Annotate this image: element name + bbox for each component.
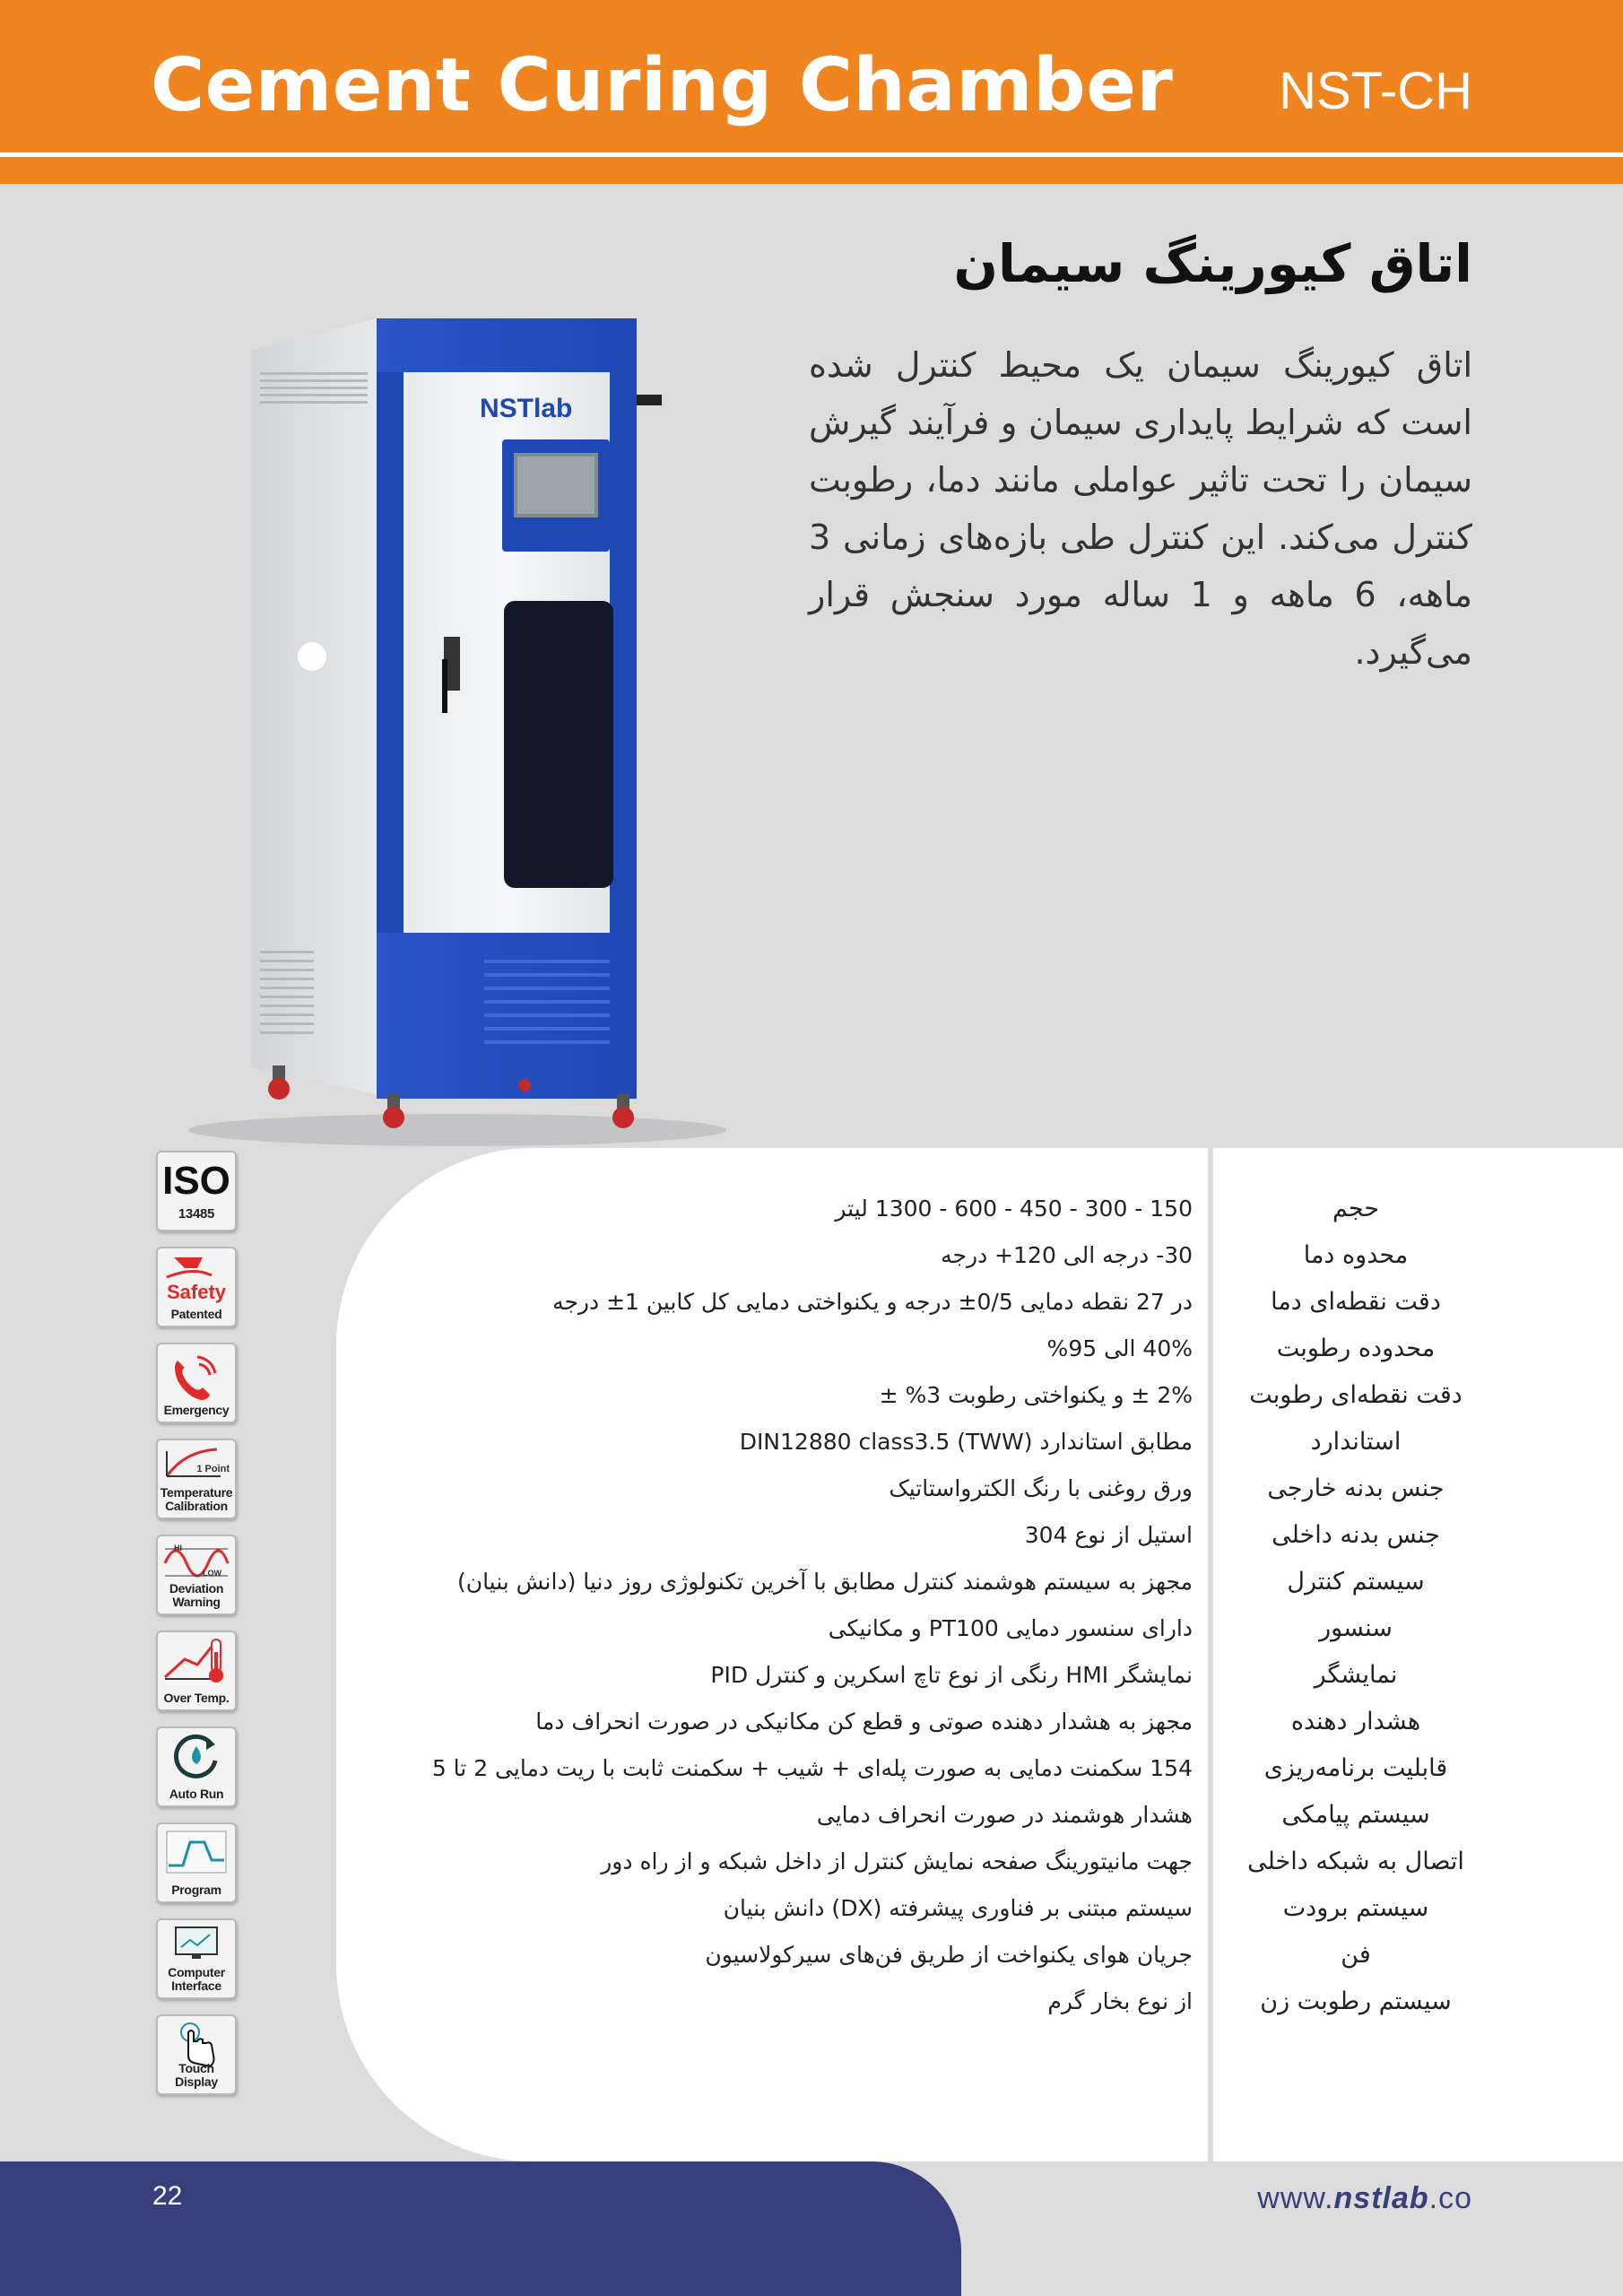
spec-label: دقت نقطه‌ای دما [1271,1288,1441,1316]
spec-value: نمایشگر HMI رنگی از نوع تاچ اسکرین و کنترل PID [710,1662,1193,1688]
spec-label: جنس بدنه داخلی [1271,1521,1440,1549]
emergency-icon [156,1343,237,1423]
spec-label: حجم [1332,1195,1380,1222]
spec-row [341,1512,1472,1559]
spec-value: جهت مانیتورینگ صفحه نمایش کنترل از داخل شبکه و از راه دور [601,1848,1193,1874]
website-suffix: .co [1428,2181,1472,2215]
spec-label: هشدار دهنده [1290,1708,1421,1735]
model-code: NST-CH [1279,62,1472,120]
spec-value: 2% ± و یکنواختی رطوبت 3% ± [879,1382,1193,1408]
spec-value: مطابق استاندارد DIN12880 class3.5 (TWW) [739,1429,1193,1455]
deviation-hi-text: HI [174,1544,182,1552]
temperature-calibration-icon [156,1439,237,1519]
product-description: اتاق کیورینگ سیمان یک محیط کنترل شده است که شرایط پایداری سیمان و فرآیند گیرش سیمان را تحت تاثیر عواملی مانند دما، رطوبت کنترل می‌کند. این کنترل طی بازه‌های زمانی 3 ماهه، 6 ماهه و 1 ساله مورد سنجش قرار می‌گیرد. [809,345,1472,672]
auto-run-icon [156,1726,237,1807]
spec-row [341,1885,1472,1932]
page-number: 22 [152,2181,183,2211]
website-brand: nstlab [1333,2181,1429,2215]
spec-row [341,1186,1472,1232]
spec-label: قابلیت برنامه‌ریزی [1263,1754,1448,1782]
spec-label: سیستم پیامکی [1281,1801,1430,1829]
spec-value: 150 - 300 - 450 - 600 - 1300 لیتر [835,1196,1193,1222]
spec-value: 40% الی 95% [1046,1335,1193,1361]
spec-value: از نوع بخار گرم [1047,1988,1193,2014]
spec-value: استیل از نوع 304 [1024,1522,1193,1548]
spec-label: جنس بدنه خارجی [1267,1474,1445,1502]
calibration-point-text: 1 Point [196,1464,230,1474]
spec-label: سیستم رطوبت زن [1260,1987,1452,2015]
spec-row [341,1745,1472,1792]
product-image [152,296,762,1157]
spec-row [341,1979,1472,2025]
patented-text: Patented [170,1307,222,1321]
header-divider [0,152,1623,157]
spec-label: نمایشگر [1314,1661,1398,1689]
spec-value: هشدار هوشمند در صورت انحراف دمایی [816,1802,1193,1828]
spec-value: دارای سنسور دمایی PT100 و مکانیکی [828,1615,1193,1641]
spec-row [341,1372,1472,1419]
spec-row [341,1932,1472,1979]
touch-display-text: Touch Display [175,2061,218,2089]
spec-value: مجهز به هشدار دهنده صوتی و قطع کن مکانیکی در صورت انحراف دما [535,1709,1193,1735]
touch-display-icon [156,2014,237,2095]
over-temp-text: Over Temp. [163,1691,230,1705]
spec-row [341,1699,1472,1745]
iso-number: 13485 [178,1206,215,1222]
program-text: Program [171,1883,221,1897]
website-prefix: www. [1257,2181,1334,2215]
spec-value: 30- درجه الی 120+ درجه [941,1242,1193,1268]
product-brand-logo: NSTlab [480,394,573,423]
spec-label: اتصال به شبکه داخلی [1247,1848,1464,1875]
product-title-fa: اتاق کیورینگ سیمان [953,233,1472,294]
spec-value: مجهز به سیستم هوشمند کنترل مطابق با آخرین تکنولوژی روز دنیا (دانش بنیان) [456,1569,1193,1595]
spec-row [341,1559,1472,1605]
spec-row [341,1652,1472,1699]
website-link[interactable] [1257,2181,1472,2216]
spec-row [341,1279,1472,1326]
spec-label: محدوده رطوبت [1276,1335,1436,1362]
page-title: Cement Curing Chamber [151,43,1174,128]
deviation-warning-icon [156,1535,237,1615]
spec-label: دقت نقطه‌ای رطوبت [1249,1381,1462,1409]
spec-value: 154 سکمنت دمایی به صورت پله‌ای + شیب + سکمنت ثابت با ریت دمایی 2 تا 5 [431,1755,1193,1781]
calibration-text: Temperature Calibration [160,1485,233,1513]
computer-interface-text: Computer Interface [168,1965,225,1993]
spec-row [341,1839,1472,1885]
program-icon [156,1822,237,1903]
spec-value: سیستم مبتنی بر فناوری پیشرفته (DX) دانش بنیان [723,1895,1193,1921]
spec-row [341,1419,1472,1465]
spec-label: فن [1341,1941,1371,1969]
computer-interface-icon [156,1918,237,1999]
spec-row [341,1605,1472,1652]
spec-value: جریان هوای یکنواخت از طریق فن‌های سیرکولاسیون [705,1942,1193,1968]
safety-text: Safety [166,1281,227,1303]
spec-row [341,1326,1472,1372]
spec-label: سیستم برودت [1282,1894,1429,1922]
safety-patented-icon [156,1247,237,1327]
spec-label: سنسور [1319,1614,1393,1642]
header-bar [0,0,1623,184]
spec-row [341,1465,1472,1512]
spec-value: در 27 نقطه دمایی 0/5± درجه و یکنواختی دمایی کل کابین 1± درجه [552,1289,1193,1315]
spec-row [341,1232,1472,1279]
iso-13485-icon [156,1151,237,1231]
spec-value: ورق روغنی با رنگ الکترواستاتیک [889,1475,1193,1501]
over-temp-icon [156,1631,237,1711]
spec-label: محدوه دما [1303,1241,1409,1269]
spec-label: استاندارد [1310,1428,1402,1456]
iso-text: ISO [162,1159,230,1203]
spec-label: سیستم کنترل [1287,1568,1425,1596]
deviation-text: Deviation Warning [169,1581,224,1609]
deviation-low-text: LOW [203,1569,221,1578]
spec-row [341,1792,1472,1839]
auto-run-text: Auto Run [169,1787,224,1801]
footer-band [0,2161,961,2296]
emergency-text: Emergency [163,1403,230,1417]
